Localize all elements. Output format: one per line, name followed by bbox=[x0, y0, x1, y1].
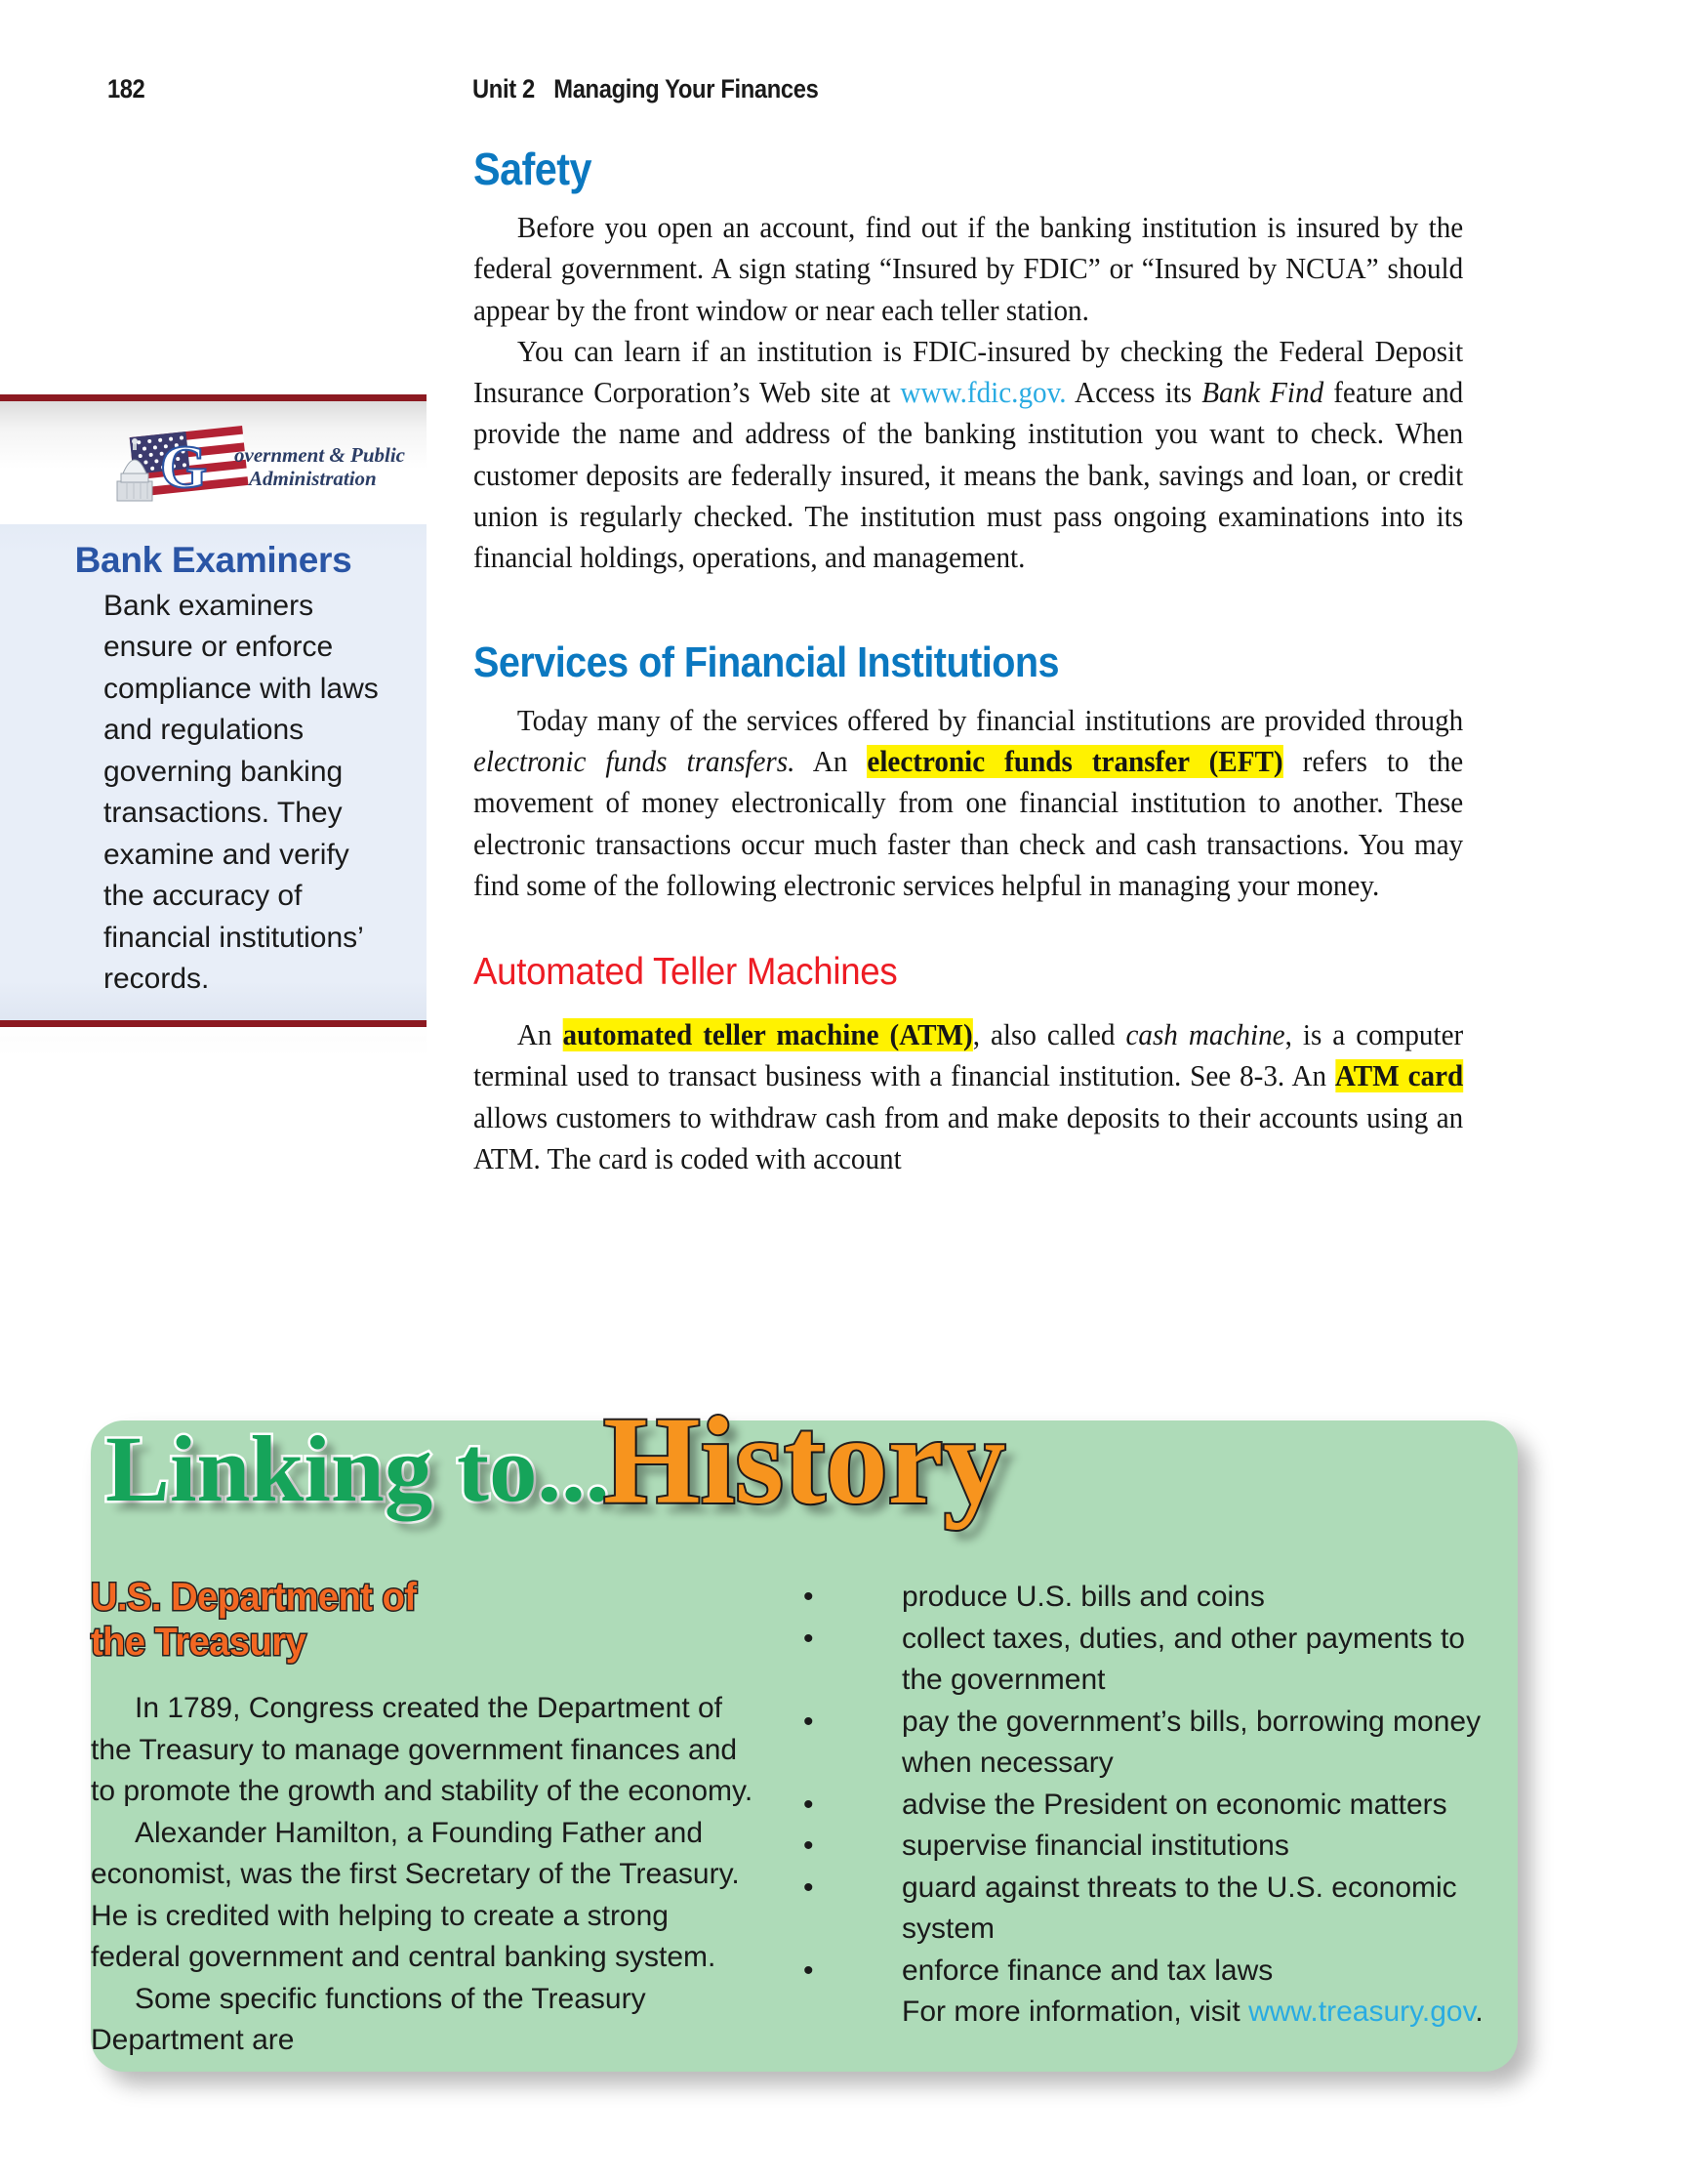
text-run: Access its bbox=[1066, 376, 1202, 410]
italic-bank-find: Bank Find bbox=[1201, 376, 1324, 410]
highlight-electronic-funds-transfer: electronic funds transfer (EFT) bbox=[867, 744, 1283, 778]
bullet-icon: • bbox=[803, 1581, 814, 1613]
highlight-automated-teller-machine: automated teller machine (ATM) bbox=[562, 1018, 973, 1052]
running-head-unit-name: Managing Your Finances bbox=[553, 74, 819, 103]
text-run: An bbox=[516, 1018, 563, 1052]
bullet-icon: • bbox=[803, 1622, 814, 1655]
italic-cash-machine: cash machine bbox=[1125, 1018, 1285, 1052]
text-run: . bbox=[1475, 1996, 1484, 2028]
linking-paragraph-1: In 1789, Congress created the Department of the Treasury to manage government finances and to promote the growth and stability of the economy. bbox=[91, 1692, 753, 1807]
bullet-icon: • bbox=[803, 1705, 814, 1738]
career-bottom-rule bbox=[0, 1020, 427, 1027]
running-head-unit-title bbox=[472, 74, 819, 104]
section-gap bbox=[473, 906, 1510, 953]
list-item-label: supervise financial institutions bbox=[902, 1830, 1289, 1862]
list-item bbox=[801, 1868, 1484, 1951]
career-bottom-fade bbox=[0, 1027, 427, 1056]
text-run: For more information, visit bbox=[902, 1996, 1249, 2028]
list-item bbox=[801, 1577, 1484, 1619]
list-item-label: produce U.S. bills and coins bbox=[902, 1581, 1265, 1613]
text-run: , is a computer terminal used to transact business with a financial institution. See 8-3. An bbox=[473, 1018, 1464, 1093]
text-run: You can learn if an institution is FDIC-insured by checking the Federal Deposit Insurance Corporation’s Web site at bbox=[473, 334, 1464, 410]
linking-subtitle bbox=[91, 1575, 731, 1665]
bullet-icon: • bbox=[803, 1788, 814, 1821]
heading-services-of-financial-institutions: Services of Financial Institutions bbox=[473, 638, 1059, 686]
linking-footnote bbox=[801, 1992, 1484, 2034]
treasury-functions-list bbox=[801, 1577, 1484, 1992]
linking-banner bbox=[91, 1393, 1518, 1540]
paragraph-safety-2 bbox=[473, 331, 1463, 579]
link-fdic-gov[interactable]: www.fdic.gov. bbox=[900, 376, 1067, 410]
career-body-text: Bank examiners ensure or enforce compliance with laws and regulations governing banking transactions. They examine and verify the accuracy of financial institutions’ records. bbox=[103, 589, 379, 996]
linking-paragraph-3: Some specific functions of the Treasury Department are bbox=[91, 1982, 646, 2056]
linking-subtitle-line-2: the Treasury bbox=[91, 1621, 306, 1664]
list-item bbox=[801, 1826, 1484, 1868]
linking-left-column bbox=[91, 1575, 774, 2062]
paragraph-safety-1 bbox=[473, 207, 1463, 331]
list-item bbox=[801, 1619, 1484, 1702]
running-head bbox=[0, 74, 1708, 113]
svg-text:Administration: Administration bbox=[249, 467, 377, 490]
list-item-label: pay the government’s bills, borrowing money when necessary bbox=[902, 1705, 1482, 1779]
list-item bbox=[801, 1785, 1484, 1827]
text-run: An bbox=[794, 744, 868, 778]
list-item-label: enforce finance and tax laws bbox=[902, 1954, 1274, 1987]
career-info-panel bbox=[0, 524, 427, 1020]
bullet-icon: • bbox=[803, 1954, 814, 1987]
banner-linking-to: Linking to... bbox=[105, 1417, 610, 1521]
italic-electronic-funds-transfers: electronic funds transfers. bbox=[473, 744, 795, 778]
linking-right-column bbox=[801, 1577, 1484, 2034]
text-run: Before you open an account, find out if the banking institution is insured by the federal government. A sign stating “Insured by FDIC” or “Insured by NCUA” should appear by the front window or near each teller station. bbox=[473, 211, 1464, 327]
main-text-column bbox=[473, 146, 1510, 1179]
list-item bbox=[801, 1951, 1484, 1993]
list-item-label: collect taxes, duties, and other payments to the government bbox=[902, 1622, 1465, 1696]
paragraph-atm-1 bbox=[473, 1014, 1463, 1179]
government-public-administration-logo bbox=[109, 421, 407, 509]
running-head-unit-label: Unit 2 bbox=[472, 74, 535, 103]
text-run: allows customers to withdraw cash from and make deposits to their accounts using an ATM. The card is coded with account bbox=[473, 1100, 1464, 1176]
svg-text:overnment & Public: overnment & Public bbox=[234, 443, 405, 467]
career-feature-box bbox=[0, 394, 427, 1056]
banner-history: History bbox=[603, 1391, 1006, 1530]
text-run: feature and provide the name and address of the banking institution you want to check. When customer deposits are federally insured, it means the bank, savings and loan, or credit union is regularly checked. The institution must pass ongoing examinations into its financial holdings, operations, and management. bbox=[473, 376, 1464, 575]
linking-subtitle-line-1: U.S. Department of bbox=[91, 1576, 417, 1619]
career-logo-area bbox=[0, 401, 427, 524]
list-item-label: advise the President on economic matters bbox=[902, 1788, 1447, 1821]
bullet-icon: • bbox=[803, 1830, 814, 1862]
text-run: refers to the movement of money electronically from one financial institution to another. These electronic transactions occur much faster than check and cash transactions. You may find some of the following electronic services helpful in managing your money. bbox=[473, 744, 1464, 902]
text-run: Today many of the services offered by financial institutions are provided through bbox=[516, 703, 1464, 737]
heading-automated-teller-machines: Automated Teller Machines bbox=[473, 951, 898, 994]
heading-safety: Safety bbox=[473, 144, 592, 194]
linking-paragraph-2: Alexander Hamilton, a Founding Father and economist, was the first Secretary of the Treasury. He is credited with helping to create a strong federal government and central banking system. bbox=[91, 1816, 740, 1973]
linking-to-history-feature bbox=[91, 1391, 1518, 2072]
svg-text:G: G bbox=[160, 434, 208, 501]
list-item bbox=[801, 1702, 1484, 1785]
text-run: , also called bbox=[972, 1018, 1126, 1052]
list-item-label: guard against threats to the U.S. economic system bbox=[902, 1871, 1457, 1945]
bullet-icon: • bbox=[803, 1871, 814, 1904]
page-number: 182 bbox=[107, 74, 145, 103]
highlight-atm-card: ATM card bbox=[1334, 1059, 1464, 1093]
link-treasury-gov[interactable]: www.treasury.gov bbox=[1248, 1996, 1476, 2028]
career-title: Bank Examiners bbox=[74, 540, 352, 580]
career-top-rule bbox=[0, 394, 427, 401]
paragraph-services-1 bbox=[473, 700, 1463, 906]
section-gap bbox=[473, 579, 1510, 641]
